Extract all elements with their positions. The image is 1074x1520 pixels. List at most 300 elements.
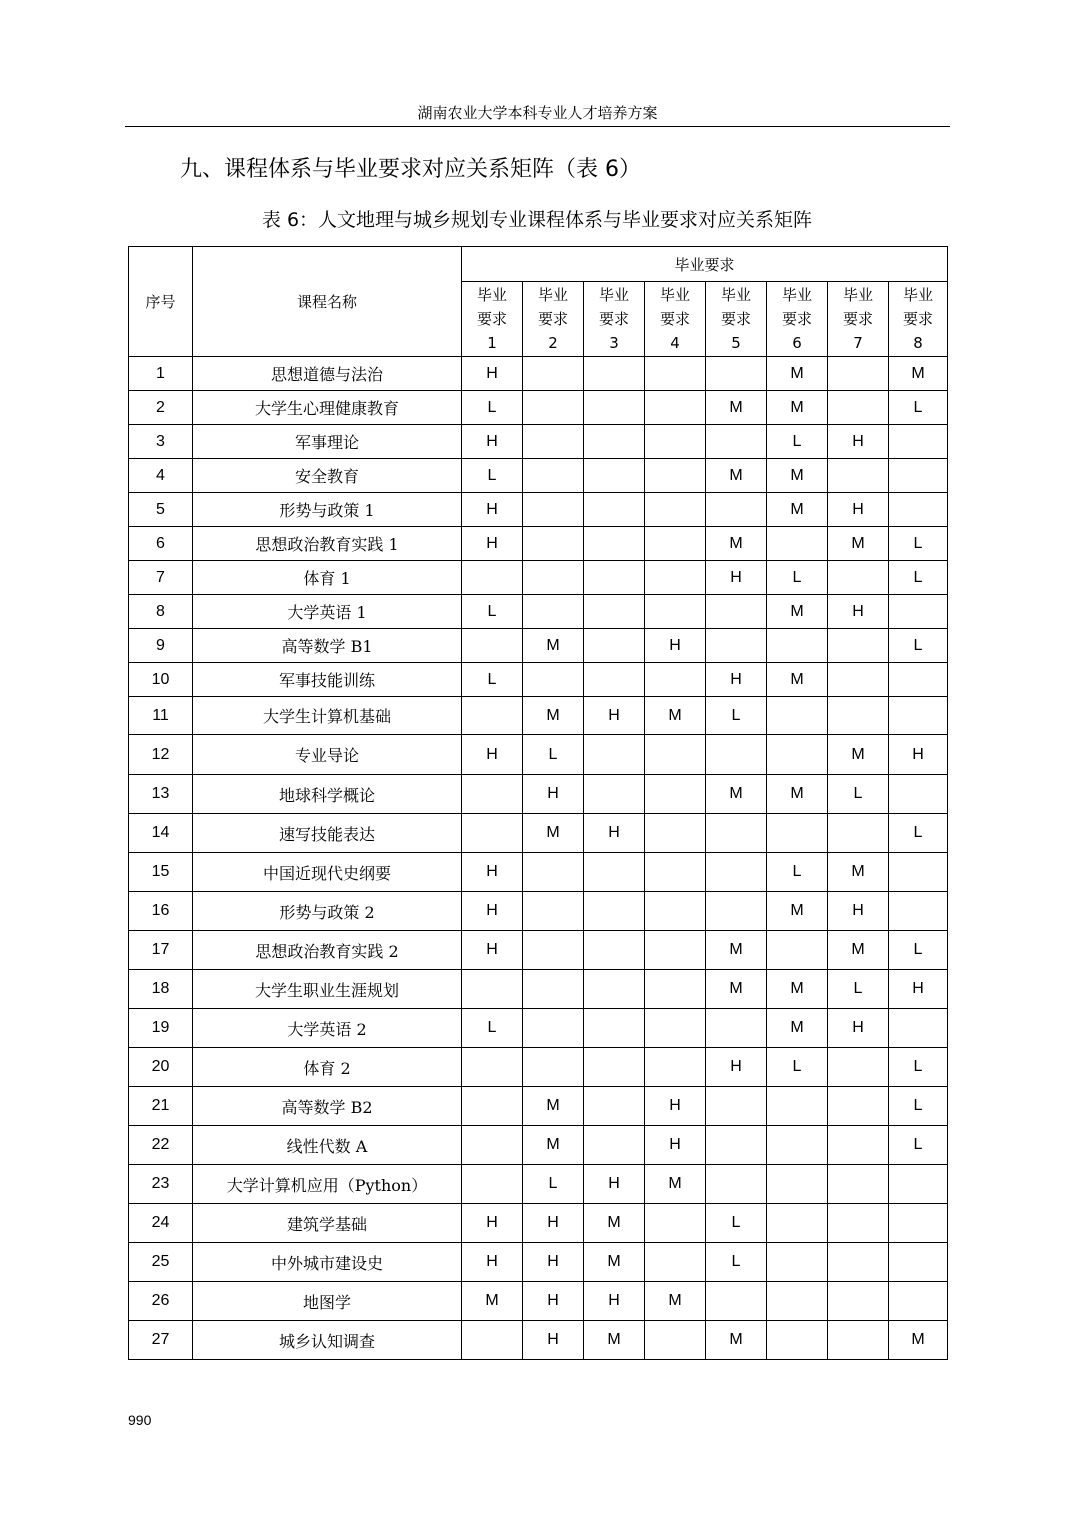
support-level-cell xyxy=(706,814,767,853)
support-level-cell xyxy=(767,1165,828,1204)
support-level-cell: L xyxy=(889,1087,948,1126)
support-level-cell: L xyxy=(889,391,948,425)
support-level-cell xyxy=(645,595,706,629)
course-name-cell: 大学生职业生涯规划 xyxy=(193,970,462,1009)
row-index-cell: 13 xyxy=(129,775,193,814)
support-level-cell xyxy=(889,425,948,459)
support-level-cell xyxy=(828,663,889,697)
support-level-cell: H xyxy=(462,357,523,391)
support-level-cell xyxy=(462,697,523,735)
table-row xyxy=(129,814,948,853)
support-level-cell xyxy=(584,561,645,595)
course-name-cell: 中国近现代史纲要 xyxy=(193,853,462,892)
support-level-cell xyxy=(462,970,523,1009)
support-level-cell xyxy=(462,1165,523,1204)
support-level-cell: L xyxy=(828,775,889,814)
support-level-cell: L xyxy=(889,1048,948,1087)
course-name-cell: 中外城市建设史 xyxy=(193,1243,462,1282)
support-level-cell xyxy=(706,1282,767,1321)
requirement-header-line: 6 xyxy=(792,334,802,352)
support-level-cell xyxy=(767,1282,828,1321)
requirement-header-5 xyxy=(706,282,767,357)
support-level-cell: M xyxy=(767,892,828,931)
support-level-cell: H xyxy=(523,1204,584,1243)
course-name-cell: 大学英语 2 xyxy=(193,1009,462,1048)
support-level-cell: L xyxy=(767,425,828,459)
row-index-cell: 6 xyxy=(129,527,193,561)
row-index-cell: 2 xyxy=(129,391,193,425)
row-index-cell: 10 xyxy=(129,663,193,697)
support-level-cell xyxy=(645,561,706,595)
requirement-header-line: 要求 xyxy=(659,310,690,328)
support-level-cell xyxy=(584,595,645,629)
support-level-cell xyxy=(523,459,584,493)
support-level-cell xyxy=(828,697,889,735)
table-row xyxy=(129,561,948,595)
requirement-header-line: 5 xyxy=(731,334,741,352)
support-level-cell: M xyxy=(706,775,767,814)
support-level-cell xyxy=(828,561,889,595)
course-name-cell: 思想政治教育实践 2 xyxy=(193,931,462,970)
support-level-cell: M xyxy=(706,931,767,970)
course-column-header: 课程名称 xyxy=(193,247,462,357)
support-level-cell xyxy=(645,391,706,425)
support-level-cell xyxy=(706,1009,767,1048)
requirements-matrix-table xyxy=(128,246,948,1360)
table-row xyxy=(129,459,948,493)
support-level-cell xyxy=(889,697,948,735)
requirement-header-line: 毕业 xyxy=(781,286,812,304)
support-level-cell: L xyxy=(889,561,948,595)
support-level-cell: H xyxy=(828,892,889,931)
support-level-cell: M xyxy=(828,527,889,561)
table-row xyxy=(129,493,948,527)
support-level-cell: L xyxy=(462,459,523,493)
support-level-cell xyxy=(889,1009,948,1048)
support-level-cell xyxy=(706,735,767,775)
support-level-cell: M xyxy=(828,853,889,892)
table-row xyxy=(129,892,948,931)
support-level-cell xyxy=(584,459,645,493)
page-number: 990 xyxy=(128,1412,152,1428)
support-level-cell xyxy=(889,1204,948,1243)
course-name-cell: 形势与政策 2 xyxy=(193,892,462,931)
requirement-header-line: 8 xyxy=(913,334,923,352)
requirement-header-4 xyxy=(645,282,706,357)
support-level-cell: M xyxy=(645,1165,706,1204)
table-row xyxy=(129,1165,948,1204)
course-name-cell: 建筑学基础 xyxy=(193,1204,462,1243)
support-level-cell: H xyxy=(462,1204,523,1243)
support-level-cell xyxy=(523,1048,584,1087)
course-name-cell: 思想道德与法治 xyxy=(193,357,462,391)
table-row xyxy=(129,1009,948,1048)
support-level-cell: M xyxy=(828,735,889,775)
support-level-cell xyxy=(645,493,706,527)
support-level-cell: H xyxy=(462,493,523,527)
row-index-cell: 9 xyxy=(129,629,193,663)
support-level-cell xyxy=(462,1321,523,1360)
requirement-header-line: 毕业 xyxy=(720,286,751,304)
table-row xyxy=(129,663,948,697)
support-level-cell xyxy=(523,357,584,391)
support-level-cell xyxy=(889,1282,948,1321)
requirement-header-1 xyxy=(462,282,523,357)
support-level-cell xyxy=(828,357,889,391)
row-index-cell: 24 xyxy=(129,1204,193,1243)
requirement-header-line: 4 xyxy=(670,334,680,352)
support-level-cell xyxy=(645,735,706,775)
table-row xyxy=(129,629,948,663)
table-row xyxy=(129,1243,948,1282)
support-level-cell: H xyxy=(706,663,767,697)
support-level-cell: H xyxy=(523,1243,584,1282)
requirement-header-line: 3 xyxy=(609,334,619,352)
support-level-cell: H xyxy=(584,697,645,735)
course-name-cell: 大学生计算机基础 xyxy=(193,697,462,735)
support-level-cell xyxy=(584,357,645,391)
support-level-cell: M xyxy=(706,391,767,425)
support-level-cell xyxy=(828,1048,889,1087)
support-level-cell xyxy=(584,527,645,561)
course-name-cell: 思想政治教育实践 1 xyxy=(193,527,462,561)
support-level-cell xyxy=(584,970,645,1009)
support-level-cell xyxy=(706,892,767,931)
support-level-cell xyxy=(462,1048,523,1087)
requirement-header-line: 毕业 xyxy=(903,286,934,304)
support-level-cell: H xyxy=(462,1243,523,1282)
support-level-cell xyxy=(523,1009,584,1048)
support-level-cell xyxy=(889,853,948,892)
support-level-cell xyxy=(767,735,828,775)
support-level-cell xyxy=(828,814,889,853)
support-level-cell xyxy=(645,931,706,970)
course-name-cell: 大学生心理健康教育 xyxy=(193,391,462,425)
course-name-cell: 地图学 xyxy=(193,1282,462,1321)
support-level-cell: M xyxy=(767,357,828,391)
row-index-cell: 27 xyxy=(129,1321,193,1360)
row-index-cell: 25 xyxy=(129,1243,193,1282)
support-level-cell: M xyxy=(767,775,828,814)
table-row xyxy=(129,1204,948,1243)
requirements-group-header: 毕业要求 xyxy=(462,247,948,282)
support-level-cell xyxy=(523,527,584,561)
support-level-cell: M xyxy=(706,1321,767,1360)
support-level-cell: M xyxy=(645,697,706,735)
support-level-cell xyxy=(462,1087,523,1126)
course-name-cell: 线性代数 A xyxy=(193,1126,462,1165)
support-level-cell: M xyxy=(889,357,948,391)
support-level-cell xyxy=(889,892,948,931)
table-row xyxy=(129,1087,948,1126)
course-name-cell: 城乡认知调查 xyxy=(193,1321,462,1360)
support-level-cell xyxy=(767,527,828,561)
row-index-cell: 16 xyxy=(129,892,193,931)
support-level-cell xyxy=(828,629,889,663)
support-level-cell: L xyxy=(523,1165,584,1204)
support-level-cell xyxy=(645,459,706,493)
support-level-cell xyxy=(523,931,584,970)
support-level-cell: H xyxy=(828,1009,889,1048)
support-level-cell xyxy=(706,1126,767,1165)
table-row xyxy=(129,697,948,735)
table-row xyxy=(129,1282,948,1321)
support-level-cell xyxy=(767,1126,828,1165)
support-level-cell: L xyxy=(706,1204,767,1243)
course-name-cell: 军事理论 xyxy=(193,425,462,459)
support-level-cell: H xyxy=(889,970,948,1009)
table-caption: 表 6：人文地理与城乡规划专业课程体系与毕业要求对应关系矩阵 xyxy=(261,209,813,231)
row-index-cell: 19 xyxy=(129,1009,193,1048)
requirement-header-line: 要求 xyxy=(598,310,629,328)
support-level-cell xyxy=(523,425,584,459)
course-name-cell: 安全教育 xyxy=(193,459,462,493)
support-level-cell xyxy=(767,1321,828,1360)
table-row xyxy=(129,1126,948,1165)
requirement-header-line: 毕业 xyxy=(842,286,873,304)
support-level-cell: M xyxy=(523,814,584,853)
support-level-cell xyxy=(584,853,645,892)
support-level-cell: H xyxy=(828,595,889,629)
support-level-cell: H xyxy=(645,1087,706,1126)
row-index-cell: 20 xyxy=(129,1048,193,1087)
table-row xyxy=(129,1048,948,1087)
table-body xyxy=(129,357,948,1360)
table-row xyxy=(129,357,948,391)
support-level-cell xyxy=(828,391,889,425)
row-index-cell: 8 xyxy=(129,595,193,629)
row-index-cell: 12 xyxy=(129,735,193,775)
support-level-cell xyxy=(523,493,584,527)
support-level-cell: H xyxy=(462,735,523,775)
requirement-header-line: 2 xyxy=(548,334,558,352)
support-level-cell xyxy=(828,1204,889,1243)
support-level-cell xyxy=(645,970,706,1009)
support-level-cell xyxy=(645,1243,706,1282)
requirement-header-8 xyxy=(889,282,948,357)
support-level-cell xyxy=(645,853,706,892)
support-level-cell: L xyxy=(523,735,584,775)
support-level-cell xyxy=(584,663,645,697)
support-level-cell xyxy=(462,1126,523,1165)
support-level-cell xyxy=(828,1321,889,1360)
support-level-cell: L xyxy=(889,527,948,561)
row-index-cell: 7 xyxy=(129,561,193,595)
support-level-cell xyxy=(706,425,767,459)
support-level-cell xyxy=(584,775,645,814)
support-level-cell xyxy=(645,357,706,391)
support-level-cell: M xyxy=(767,970,828,1009)
support-level-cell: L xyxy=(767,561,828,595)
support-level-cell xyxy=(889,663,948,697)
row-index-cell: 1 xyxy=(129,357,193,391)
table-row xyxy=(129,1321,948,1360)
course-name-cell: 体育 2 xyxy=(193,1048,462,1087)
support-level-cell xyxy=(706,853,767,892)
requirement-header-line: 毕业 xyxy=(476,286,507,304)
row-index-cell: 21 xyxy=(129,1087,193,1126)
support-level-cell: H xyxy=(462,931,523,970)
course-name-cell: 体育 1 xyxy=(193,561,462,595)
requirement-header-7 xyxy=(828,282,889,357)
support-level-cell xyxy=(767,697,828,735)
section-title: 九、课程体系与毕业要求对应关系矩阵（表 6） xyxy=(180,157,641,182)
requirement-header-line: 要求 xyxy=(842,310,873,328)
support-level-cell: H xyxy=(889,735,948,775)
row-index-cell: 26 xyxy=(129,1282,193,1321)
index-column-header: 序号 xyxy=(129,247,193,357)
support-level-cell xyxy=(462,814,523,853)
support-level-cell: H xyxy=(645,629,706,663)
table-row xyxy=(129,775,948,814)
support-level-cell: L xyxy=(767,853,828,892)
row-index-cell: 15 xyxy=(129,853,193,892)
support-level-cell: L xyxy=(462,1009,523,1048)
support-level-cell xyxy=(828,459,889,493)
table-row xyxy=(129,735,948,775)
support-level-cell: H xyxy=(706,561,767,595)
support-level-cell: H xyxy=(645,1126,706,1165)
support-level-cell xyxy=(584,425,645,459)
support-level-cell xyxy=(889,775,948,814)
table-row xyxy=(129,970,948,1009)
course-name-cell: 形势与政策 1 xyxy=(193,493,462,527)
support-level-cell: M xyxy=(462,1282,523,1321)
support-level-cell: H xyxy=(584,814,645,853)
support-level-cell xyxy=(706,493,767,527)
requirement-header-6 xyxy=(767,282,828,357)
support-level-cell: H xyxy=(706,1048,767,1087)
requirement-header-line: 要求 xyxy=(537,310,568,328)
table-head xyxy=(129,247,948,357)
support-level-cell xyxy=(462,561,523,595)
support-level-cell xyxy=(706,629,767,663)
support-level-cell: M xyxy=(706,970,767,1009)
support-level-cell: L xyxy=(462,391,523,425)
support-level-cell xyxy=(584,493,645,527)
support-level-cell xyxy=(767,1204,828,1243)
support-level-cell: M xyxy=(584,1204,645,1243)
support-level-cell: H xyxy=(462,892,523,931)
support-level-cell xyxy=(584,1087,645,1126)
support-level-cell xyxy=(706,595,767,629)
requirement-header-line: 1 xyxy=(487,334,497,352)
support-level-cell xyxy=(889,595,948,629)
support-level-cell xyxy=(584,629,645,663)
support-level-cell xyxy=(828,1126,889,1165)
running-header: 湖南农业大学本科专业人才培养方案 xyxy=(125,100,950,127)
table-row xyxy=(129,527,948,561)
support-level-cell: L xyxy=(462,595,523,629)
support-level-cell: M xyxy=(645,1282,706,1321)
support-level-cell: M xyxy=(584,1321,645,1360)
support-level-cell xyxy=(767,1243,828,1282)
support-level-cell xyxy=(584,735,645,775)
course-name-cell: 大学英语 1 xyxy=(193,595,462,629)
support-level-cell xyxy=(706,1087,767,1126)
support-level-cell: L xyxy=(889,629,948,663)
support-level-cell: L xyxy=(889,1126,948,1165)
support-level-cell: H xyxy=(462,527,523,561)
requirement-header-line: 要求 xyxy=(720,310,751,328)
support-level-cell xyxy=(767,629,828,663)
support-level-cell xyxy=(584,391,645,425)
support-level-cell: M xyxy=(889,1321,948,1360)
requirement-header-3 xyxy=(584,282,645,357)
support-level-cell: H xyxy=(523,1282,584,1321)
support-level-cell xyxy=(645,1204,706,1243)
support-level-cell xyxy=(889,1243,948,1282)
support-level-cell: H xyxy=(523,1321,584,1360)
requirement-header-line: 要求 xyxy=(903,310,934,328)
support-level-cell: L xyxy=(706,1243,767,1282)
support-level-cell xyxy=(462,775,523,814)
support-level-cell xyxy=(523,595,584,629)
support-level-cell: L xyxy=(889,814,948,853)
row-index-cell: 18 xyxy=(129,970,193,1009)
support-level-cell: M xyxy=(706,527,767,561)
support-level-cell xyxy=(462,629,523,663)
support-level-cell: H xyxy=(828,425,889,459)
row-index-cell: 17 xyxy=(129,931,193,970)
course-name-cell: 大学计算机应用（Python） xyxy=(193,1165,462,1204)
support-level-cell xyxy=(645,814,706,853)
support-level-cell: M xyxy=(523,1126,584,1165)
support-level-cell: M xyxy=(706,459,767,493)
support-level-cell: M xyxy=(828,931,889,970)
support-level-cell: L xyxy=(889,931,948,970)
support-level-cell xyxy=(767,931,828,970)
support-level-cell: M xyxy=(767,391,828,425)
support-level-cell xyxy=(706,1165,767,1204)
support-level-cell xyxy=(828,1282,889,1321)
requirement-header-2 xyxy=(523,282,584,357)
support-level-cell: L xyxy=(462,663,523,697)
row-index-cell: 5 xyxy=(129,493,193,527)
row-index-cell: 3 xyxy=(129,425,193,459)
support-level-cell: H xyxy=(584,1165,645,1204)
requirement-header-line: 毕业 xyxy=(598,286,629,304)
table-row xyxy=(129,425,948,459)
requirement-header-line: 7 xyxy=(853,334,863,352)
support-level-cell xyxy=(645,1009,706,1048)
course-name-cell: 专业导论 xyxy=(193,735,462,775)
table-row xyxy=(129,391,948,425)
requirement-header-line: 要求 xyxy=(476,310,507,328)
course-name-cell: 速写技能表达 xyxy=(193,814,462,853)
support-level-cell: M xyxy=(767,595,828,629)
support-level-cell xyxy=(828,1087,889,1126)
support-level-cell: M xyxy=(767,493,828,527)
support-level-cell xyxy=(523,970,584,1009)
support-level-cell: M xyxy=(767,459,828,493)
support-level-cell xyxy=(889,1165,948,1204)
support-level-cell: M xyxy=(523,697,584,735)
support-level-cell: L xyxy=(767,1048,828,1087)
support-level-cell xyxy=(523,853,584,892)
support-level-cell: H xyxy=(584,1282,645,1321)
support-level-cell xyxy=(584,892,645,931)
support-level-cell xyxy=(706,357,767,391)
requirement-header-line: 毕业 xyxy=(537,286,568,304)
support-level-cell xyxy=(645,425,706,459)
support-level-cell: H xyxy=(462,853,523,892)
support-level-cell xyxy=(767,814,828,853)
support-level-cell xyxy=(645,1321,706,1360)
course-name-cell: 地球科学概论 xyxy=(193,775,462,814)
support-level-cell xyxy=(889,493,948,527)
support-level-cell: M xyxy=(767,1009,828,1048)
